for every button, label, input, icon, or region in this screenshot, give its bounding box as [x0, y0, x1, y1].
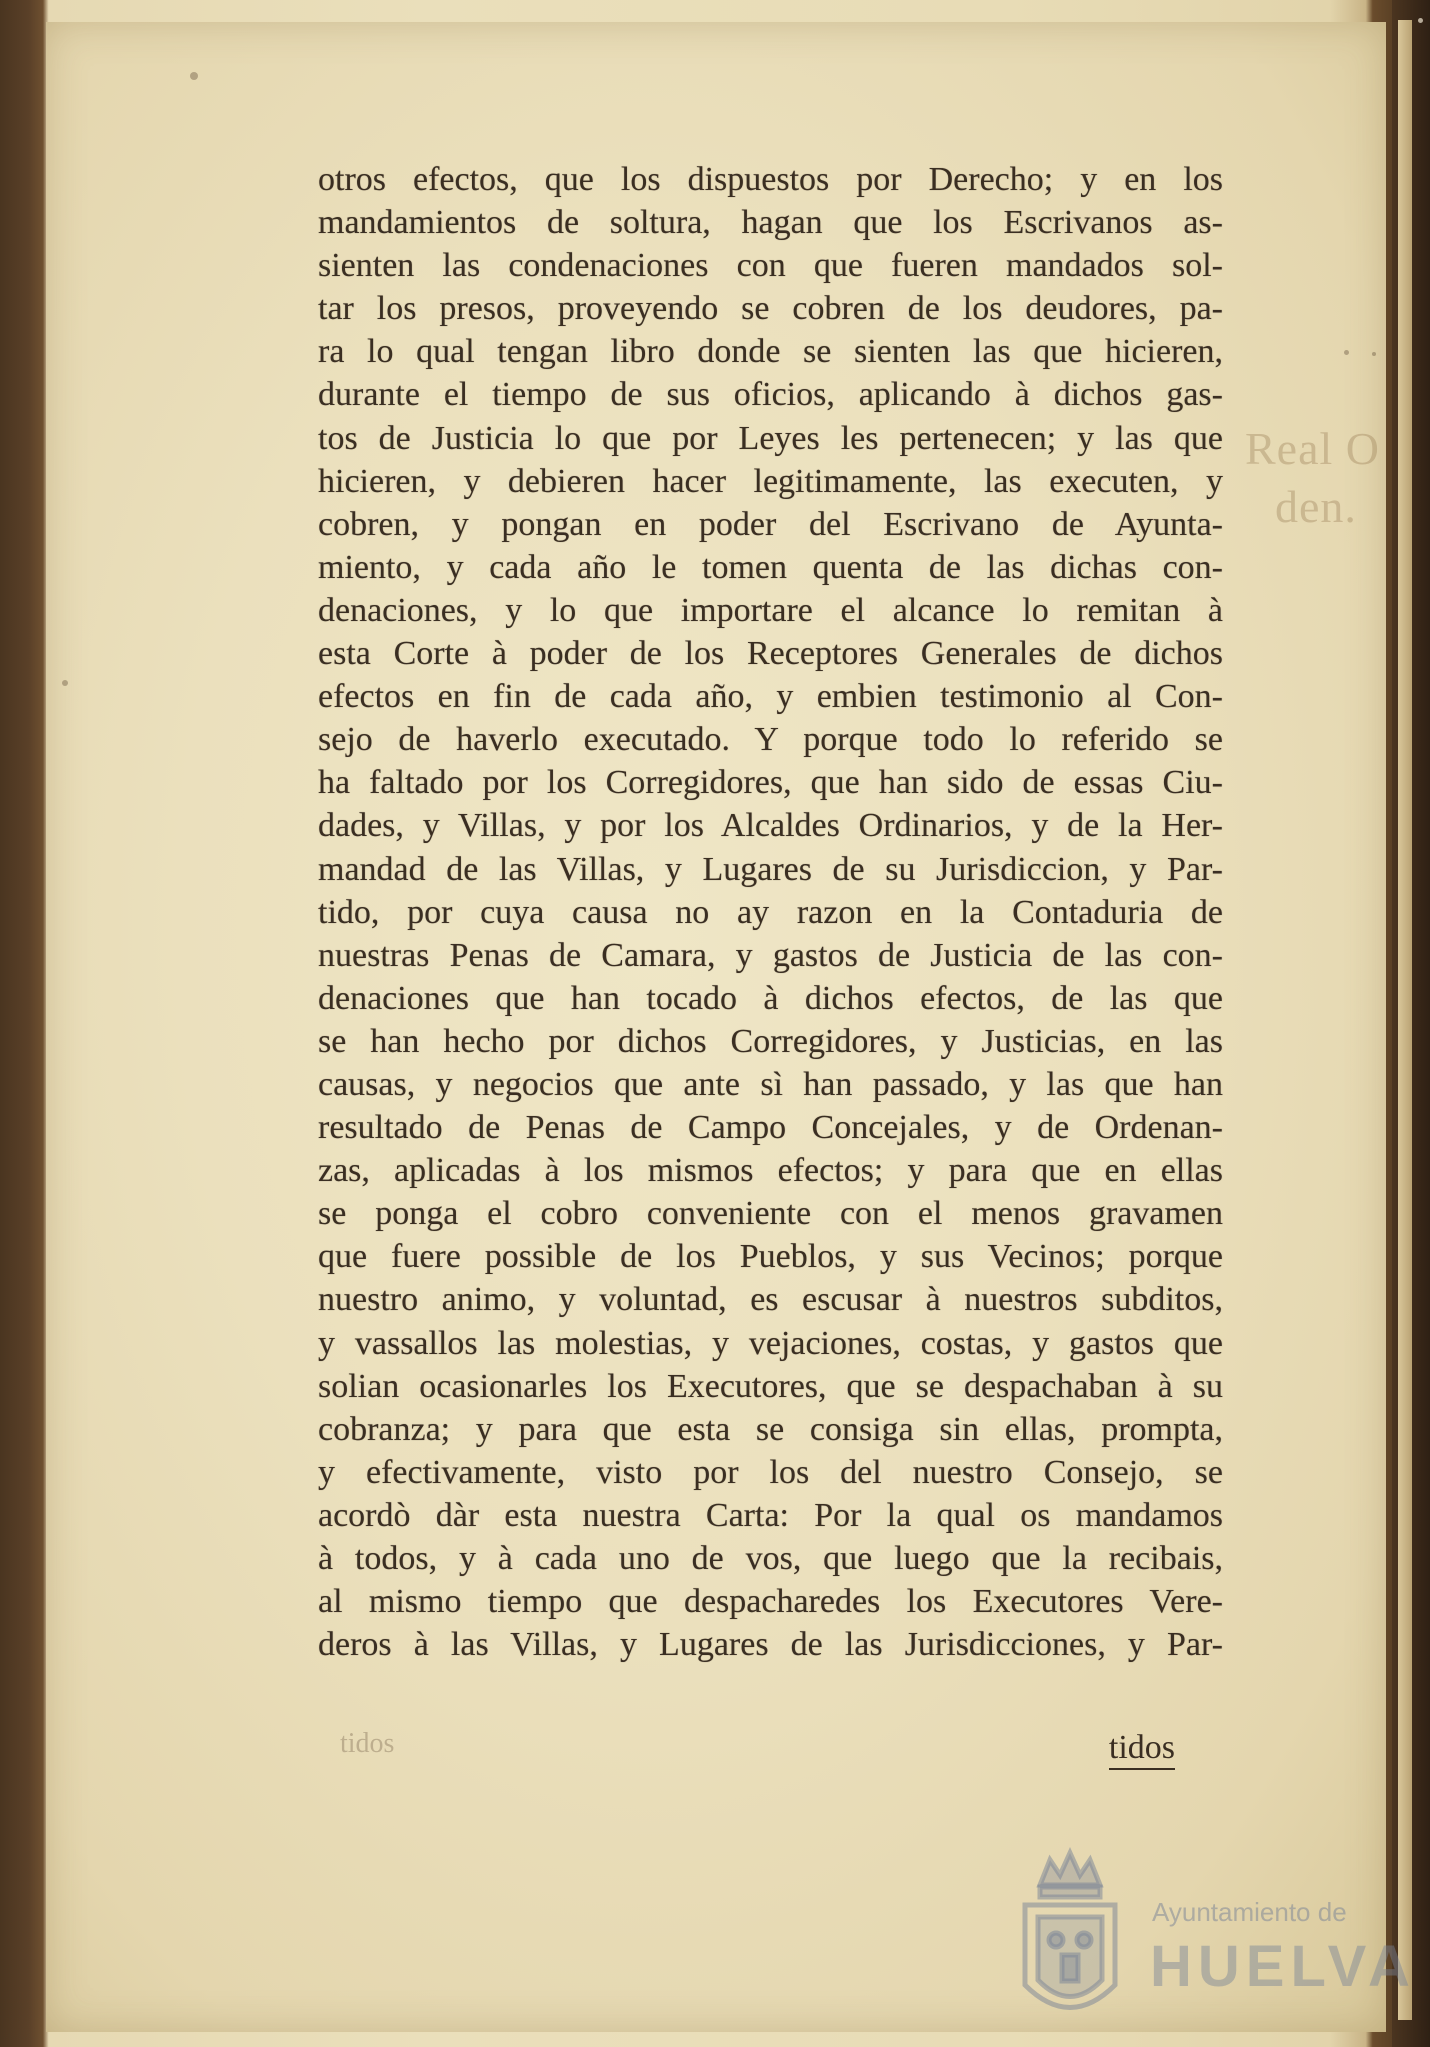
text-line: tos de Justicia lo que por Leyes les pertenecen; y las que	[318, 419, 1223, 457]
text-line: se han hecho por dichos Corregidores, y Justicias, en las	[318, 1022, 1223, 1060]
text-line: hicieren, y debieren hacer legitimamente, las executen, y	[318, 462, 1223, 500]
text-line: tido, por cuya causa no ay razon en la Contaduria de	[318, 893, 1223, 931]
text-line: se ponga el cobro conveniente con el menos gravamen	[318, 1195, 1223, 1233]
text-line: sienten las condenaciones con que fueren mandados sol-	[318, 247, 1223, 285]
text-line: y vassallos las molestias, y vejaciones, costas, y gastos que	[318, 1324, 1223, 1362]
text-line: denaciones, y lo que importare el alcance lo remitan à	[318, 591, 1223, 629]
facing-page-edge	[1398, 20, 1412, 2020]
text-line: otros efectos, que los dispuestos por Derecho; y en los	[318, 161, 1223, 198]
text-line: miento, y cada año le tomen quenta de las dichas con-	[318, 548, 1223, 586]
bleed-line: Real O	[1245, 423, 1381, 474]
archive-watermark	[1000, 1845, 1416, 2035]
text-line: deros à las Villas, y Lugares de las Jurisdicciones, y Par-	[318, 1626, 1223, 1664]
paper-speck	[190, 72, 198, 80]
paper-speck	[1418, 18, 1423, 23]
text-line: durante el tiempo de sus oficios, aplicando à dichos gas-	[318, 376, 1223, 414]
text-line: sejo de haverlo executado. Y porque todo lo referido se	[318, 721, 1223, 759]
text-line: zas, aplicadas à los mismos efectos; y para que en ellas	[318, 1152, 1223, 1190]
text-line: cobranza; y para que esta se consiga sin ellas, prompta,	[318, 1410, 1223, 1448]
text-line: esta Corte à poder de los Receptores Generales de dichos	[318, 635, 1223, 673]
watermark-caption: Ayuntamiento de	[1152, 1897, 1347, 1927]
city-crest-icon	[1010, 1845, 1130, 2035]
text-line: tar los presos, proveyendo se cobren de los deudores, pa-	[318, 290, 1223, 328]
text-line: solian ocasionarles los Executores, que se despachaban à su	[318, 1367, 1223, 1405]
text-line: mandad de las Villas, y Lugares de su Jurisdiccion, y Par-	[318, 850, 1223, 888]
bleed-line: den.	[1275, 481, 1357, 532]
text-line: nuestras Penas de Camara, y gastos de Justicia de las con-	[318, 936, 1223, 974]
text-line: ha faltado por los Corregidores, que han sido de essas Ciu-	[318, 764, 1223, 802]
text-line: y efectivamente, visto por los del nuestro Consejo, se	[318, 1453, 1223, 1491]
bleed-through-text	[1245, 420, 1380, 536]
text-line: denaciones que han tocado à dichos efectos, de las que	[318, 979, 1223, 1017]
catchword: tidos	[1109, 1728, 1175, 1770]
body-text	[318, 158, 1223, 1666]
text-line: acordò dàr esta nuestra Carta: Por la qual os mandamos	[318, 1496, 1223, 1534]
text-line: ra lo qual tengan libro donde se sienten las que hicieren,	[318, 333, 1223, 371]
watermark-name: HUELVA	[1150, 1934, 1416, 1999]
paper-speck	[1372, 352, 1376, 356]
text-line: que fuere possible de los Pueblos, y sus Vecinos; porque	[318, 1238, 1223, 1276]
text-line: nuestro animo, y voluntad, es escusar à nuestros subditos,	[318, 1281, 1223, 1319]
text-line: efectos en fin de cada año, y embien testimonio al Con-	[318, 678, 1223, 716]
text-line: mandamientos de soltura, hagan que los Escrivanos as-	[318, 204, 1223, 242]
text-line: cobren, y pongan en poder del Escrivano de Ayunta-	[318, 505, 1223, 543]
text-line: al mismo tiempo que despacharedes los Executores Vere-	[318, 1583, 1223, 1621]
paper-speck	[1344, 350, 1349, 355]
catchword-row	[318, 1728, 1223, 1772]
text-line: à todos, y à cada uno de vos, que luego que la recibais,	[318, 1540, 1223, 1577]
text-line: causas, y negocios que ante sì han passado, y las que han	[318, 1065, 1223, 1103]
text-line: resultado de Penas de Campo Concejales, y de Ordenan-	[318, 1109, 1223, 1147]
faint-offset-text: tidos	[340, 1728, 395, 1759]
paper-speck	[62, 680, 68, 686]
text-line: dades, y Villas, y por los Alcaldes Ordinarios, y de la Her-	[318, 807, 1223, 845]
